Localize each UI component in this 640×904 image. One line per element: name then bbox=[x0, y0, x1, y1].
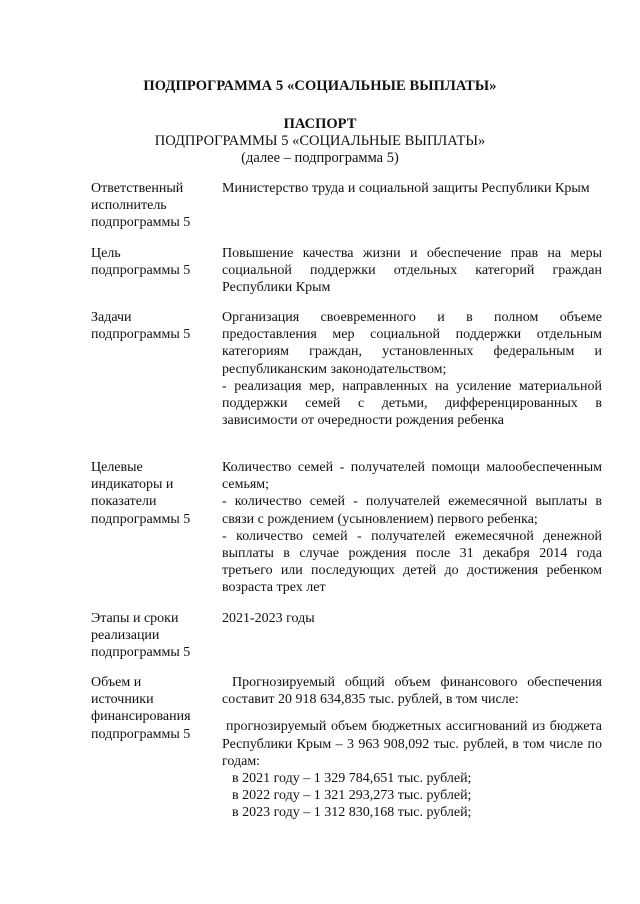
row-value: Повышение качества жизни и обеспечение прав на меры социальной поддержки отдельных категорий граждан Республики Крым bbox=[222, 246, 602, 296]
year-line: в 2023 году – 1 312 830,168 тыс. рублей; bbox=[232, 805, 472, 821]
row-label: Цель подпрограммы 5 bbox=[91, 246, 191, 279]
document-title: ПОДПРОГРАММА 5 «СОЦИАЛЬНЫЕ ВЫПЛАТЫ» bbox=[143, 78, 497, 94]
row-value: Количество семей - получателей помощи малообеспеченным семьям; - количество семей - получателей ежемесячной выплаты в связи с рождением (усыновлением) первого ребенка; - количество семей - получателей ежемесячной денежной выплаты в случае рождения после 31 декабря 2014 года третьего или последующих детей до достижения ребенком возраста трех лет bbox=[222, 460, 602, 596]
year-line: в 2021 году – 1 329 784,651 тыс. рублей; bbox=[232, 771, 472, 787]
row-value: 2021-2023 годы bbox=[222, 611, 315, 626]
passport-header bbox=[0, 116, 640, 167]
passport-subheading: ПОДПРОГРАММЫ 5 «СОЦИАЛЬНЫЕ ВЫПЛАТЫ» bbox=[154, 133, 486, 149]
year-line: в 2022 году – 1 321 293,273 тыс. рублей; bbox=[232, 788, 472, 804]
row-value: Министерство труда и социальной защиты Республики Крым bbox=[222, 181, 590, 196]
passport-heading: ПАСПОРТ bbox=[283, 116, 357, 132]
row-label: Этапы и сроки реализации подпрограммы 5 bbox=[91, 611, 191, 661]
row-label: Ответственный исполнитель подпрограммы 5 bbox=[91, 181, 191, 231]
row-label: Целевые индикаторы и показатели подпрограммы 5 bbox=[91, 460, 191, 527]
row-label: Задачи подпрограммы 5 bbox=[91, 310, 191, 343]
row-value: Прогнозируемый общий объем финансового обеспечения составит 20 918 634,835 тыс. рублей, в том числе: прогнозируемый объем бюджетных ассигнований из бюджета Республики Крым – 3 963 908,092 тыс. рублей, в том числе по годам: в 2021 году – 1 329 784,651 тыс. рублей; в 2022 году – 1 321 293,273 тыс. рублей; в 2023 году – 1 312 830,168 тыс. рублей; bbox=[222, 675, 602, 821]
row-value: Организация своевременного и в полном объеме предоставления мер социальной поддержки отдельным категориям граждан, установленных федеральным и республиканским законодательством; - реализация мер, направленных на усиление материальной поддержки семей с детьми, дифференцированных в зависимости от очередности рождения ребенка bbox=[222, 310, 602, 429]
row-label: Объем и источники финансирования подпрограммы 5 bbox=[91, 675, 191, 742]
passport-note: (далее – подпрограмма 5) bbox=[241, 150, 399, 166]
paragraph-gap bbox=[222, 708, 602, 718]
